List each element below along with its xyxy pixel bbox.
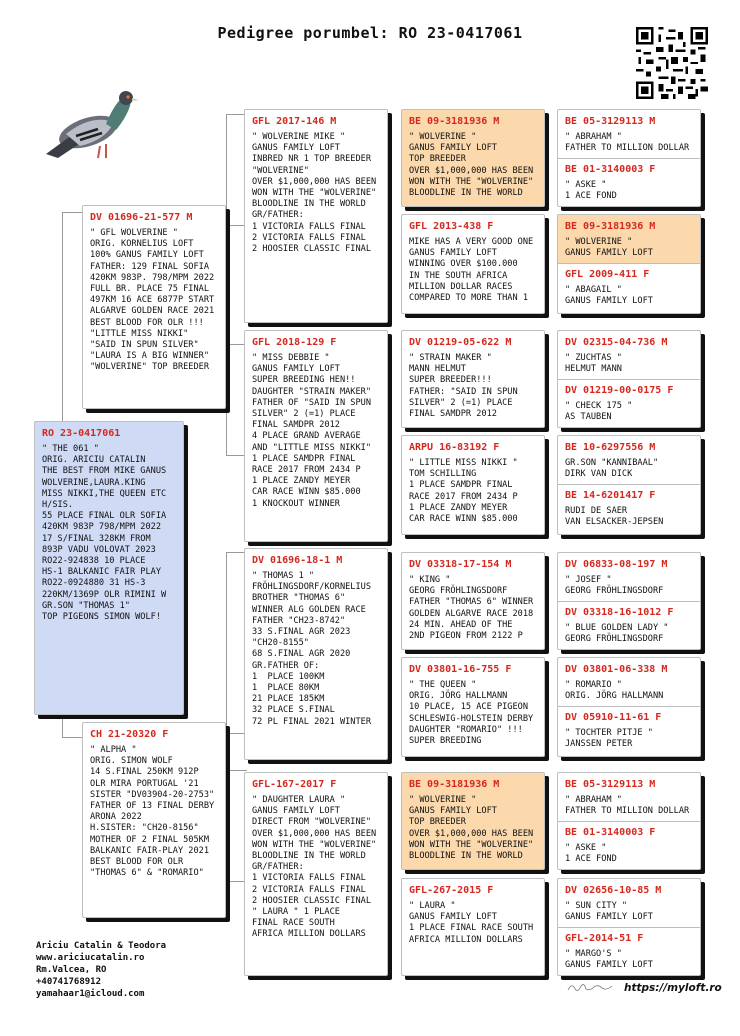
gggp-description: " WOLVERINE " GANUS FAMILY LOFT	[565, 237, 653, 259]
great-grandparent-ring-number: GFL 2013-438 F	[409, 221, 494, 232]
grandparent-ring-number: GFL 2018-129 F	[252, 337, 337, 348]
page-title: Pedigree porumbel: RO 23-0417061	[217, 24, 523, 42]
gggp-description: " JOSEF " GEORG FRÖHLINGSDORF	[565, 575, 664, 597]
great-grandparent-card	[401, 435, 545, 535]
great-grandparent-description: " THE QUEEN " ORIG. JÖRG HALLMANN 10 PLACE, 15 ACE PIGEON SCHLESWIG-HOLSTEIN DERBY DAUGHTER "ROMARIO" !!! SUPER BREEDING	[409, 680, 534, 747]
gggp-ring-number: BE 01-3140003 F	[565, 164, 656, 175]
gggp-description: " ABRAHAM " FATHER TO MILLION DOLLAR	[565, 795, 690, 817]
gggp-ring-number: DV 03801-06-338 M	[565, 664, 668, 675]
sire-ring-number: DV 01696-21-577 M	[90, 212, 193, 223]
gggp-pair-card	[557, 435, 701, 535]
pigeon-illustration	[36, 74, 140, 166]
gggp-description: " ASKE " 1 ACE FOND	[565, 180, 617, 202]
grandparent-card	[244, 109, 388, 323]
gggp-ring-number: BE 10-6297556 M	[565, 442, 656, 453]
gggp-description: " ROMARIO " ORIG. JÖRG HALLMANN	[565, 680, 664, 702]
gggp-pair-card	[557, 878, 701, 976]
great-grandparent-ring-number: DV 01219-05-622 M	[409, 337, 512, 348]
gggp-description: " ABAGAIL " GANUS FAMILY LOFT	[565, 285, 653, 307]
great-grandparent-card	[401, 109, 545, 207]
great-grandparent-description: MIKE HAS A VERY GOOD ONE GANUS FAMILY LOFT WINNING OVER $100.000 IN THE SOUTH AFRICA MILLION DOLLAR RACES COMPARED TO MORE THAN 1	[409, 237, 534, 304]
sire-card	[82, 205, 226, 409]
great-grandparent-card	[401, 330, 545, 428]
gggp-pair-card	[557, 552, 701, 650]
grandparent-card	[244, 772, 388, 976]
gggp-description: RUDI DE SAER VAN ELSACKER-JEPSEN	[565, 506, 664, 528]
gggp-ring-number: BE 01-3140003 F	[565, 827, 656, 838]
great-grandparent-card	[401, 214, 545, 314]
grandparent-description: " WOLVERINE MIKE " GANUS FAMILY LOFT INBRED NR 1 TOP BREEDER "WOLVERINE" OVER $1,000,000 HAS BEEN WON WITH THE "WOLVERINE" BLOODLINE IN THE WORLD GR/FATHER: 1 VICTORIA FALLS FINAL 2 VICTORIA FALLS FINAL 2 HOOSIER CLASSIC FINAL	[252, 132, 377, 255]
great-grandparent-ring-number: DV 03801-16-755 F	[409, 664, 512, 675]
subject-ring-number: RO 23-0417061	[42, 428, 121, 439]
gggp-description: GR.SON "KANNIBAAL" DIRK VAN DICK	[565, 458, 659, 480]
grandparent-ring-number: GFL 2017-146 M	[252, 116, 337, 127]
gggp-ring-number: DV 05910-11-61 F	[565, 712, 662, 723]
great-grandparent-description: " WOLVERINE " GANUS FAMILY LOFT TOP BREEDER OVER $1,000,000 HAS BEEN WON WITH THE "WOLVERINE" BLOODLINE IN THE WORLD	[409, 795, 534, 862]
gggp-ring-number: BE 14-6201417 F	[565, 490, 656, 501]
gggp-ring-number: BE 09-3181936 M	[565, 221, 656, 232]
gggp-pair-card	[557, 772, 701, 870]
grandparent-ring-number: DV 01696-18-1 M	[252, 555, 343, 566]
gggp-pair-card	[557, 657, 701, 757]
grandparent-card	[244, 330, 388, 542]
great-grandparent-ring-number: DV 03318-17-154 M	[409, 559, 512, 570]
great-grandparent-description: " KING " GEORG FRÖHLINGSDORF FATHER "THOMAS 6" WINNER GOLDEN ALGARVE RACE 2018 24 MIN. AHEAD OF THE 2ND PIGEON FROM 2122 P	[409, 575, 534, 642]
gggp-ring-number: BE 05-3129113 M	[565, 116, 656, 127]
breeder-location: Rm.Valcea, RO	[36, 965, 107, 975]
gggp-description: " BLUE GOLDEN LADY " GEORG FRÖHLINGSDORF	[565, 623, 669, 645]
dam-ring-number: CH 21-20320 F	[90, 729, 169, 740]
great-grandparent-ring-number: ARPU 16-83192 F	[409, 442, 500, 453]
gggp-ring-number: DV 02656-10-85 M	[565, 885, 662, 896]
breeder-website-link[interactable]: www.ariciucatalin.ro	[36, 953, 145, 963]
great-grandparent-ring-number: BE 09-3181936 M	[409, 779, 500, 790]
gggp-description: " SUN CITY " GANUS FAMILY LOFT	[565, 901, 653, 923]
great-grandparent-description: " LITTLE MISS NIKKI " TOM SCHILLING 1 PLACE SAMDPR FINAL RACE 2017 FROM 2434 P 1 PLACE ZANDY MEYER CAR RACE WINN $85.000	[409, 458, 518, 525]
breeder-name: Ariciu Catalin & Teodora	[36, 941, 167, 951]
gggp-description: " ASKE " 1 ACE FOND	[565, 843, 617, 865]
great-grandparent-description: " STRAIN MAKER " MANN HELMUT SUPER BREEDER!!! FATHER: "SAID IN SPUN SILVER" 2 (=1) PLACE FINAL SAMDPR 2012	[409, 353, 518, 420]
great-grandparent-card	[401, 552, 545, 650]
gggp-description: " MARGO'S " GANUS FAMILY LOFT	[565, 949, 653, 971]
subject-card	[34, 421, 184, 715]
grandparent-description: " THOMAS 1 " FRÖHLINGSDORF/KORNELIUS BROTHER "THOMAS 6" WINNER ALG GOLDEN RACE FATHER "CH23-8742" 33 S.FINAL AGR 2023 "CH20-8155" 68 S.FINAL AGR 2020 GR.FATHER OF: 1 PLACE 100KM 1 PLACE 80KM 21 PLACE 185KM 32 PLACE S.FINAL 72 PL FINAL 2021 WINTER	[252, 571, 371, 727]
gggp-description: " ZUCHTAS " HELMUT MANN	[565, 353, 622, 375]
dam-card	[82, 722, 226, 918]
qr-code-icon	[636, 27, 708, 99]
breeder-phone: +40741768912	[36, 977, 102, 987]
great-grandparent-card	[401, 772, 545, 870]
great-grandparent-description: " WOLVERINE " GANUS FAMILY LOFT TOP BREEDER OVER $1,000,000 HAS BEEN WON WITH THE "WOLVERINE" BLOODLINE IN THE WORLD	[409, 132, 534, 199]
grandparent-card	[244, 548, 388, 760]
grandparent-description: " DAUGHTER LAURA " GANUS FAMILY LOFT DIRECT FROM "WOLVERINE" OVER $1,000,000 HAS BEEN WON WITH THE "WOLVERINE" BLOODLINE IN THE WORLD GR/FATHER: 1 VICTORIA FALLS FINAL 2 VICTORIA FALLS FINAL 2 HOOSIER CLASSIC FINAL " LAURA " 1 PLACE FINAL RACE SOUTH AFRICA MILLION DOLLARS	[252, 795, 377, 940]
myloft-link[interactable]: https://myloft.ro	[624, 982, 722, 994]
great-grandparent-card	[401, 878, 545, 976]
gggp-ring-number: DV 01219-00-0175 F	[565, 385, 674, 396]
gggp-ring-number: DV 03318-16-1012 F	[565, 607, 674, 618]
gggp-ring-number: DV 06833-08-197 M	[565, 559, 668, 570]
subject-description: " THE 061 " ORIG. ARICIU CATALIN THE BEST FROM MIKE GANUS WOLVERINE,LAURA.KING MISS NIKKI,THE QUEEN ETC H/SIS. 55 PLACE FINAL OLR SOFIA 420KM 983P 798/MPM 2022 17 S/FINAL 328KM FROM 893P VADU VOLOVAT 2023 RO22-924838 10 PLACE HS-1 BALKANIC FAIR PLAY RO22-0924880 31 HS-3 220KM/1369P OLR RIMINI W GR.SON "THOMAS 1" TOP PIGEONS SIMON WOLF!	[42, 444, 167, 623]
gggp-ring-number: DV 02315-04-736 M	[565, 337, 668, 348]
great-grandparent-ring-number: BE 09-3181936 M	[409, 116, 500, 127]
great-grandparent-ring-number: GFL-267-2015 F	[409, 885, 494, 896]
dam-description: " ALPHA " ORIG. SIMON WOLF 14 S.FINAL 250KM 912P OLR MIRA PORTUGAL '21 SISTER "DV03904-20-2753" FATHER OF 13 FINAL DERBY ARONA 2022 H.SISTER: "CH20-8156" MOTHER OF 2 FINAL 505KM BALKANIC FAIR-PLAY 2021 BEST BLOOD FOR OLR "THOMAS 6" & "ROMARIO"	[90, 745, 215, 879]
great-grandparent-card	[401, 657, 545, 757]
grandparent-ring-number: GFL-167-2017 F	[252, 779, 337, 790]
gggp-ring-number: GFL-2014-51 F	[565, 933, 644, 944]
great-grandparent-description: " LAURA " GANUS FAMILY LOFT 1 PLACE FINAL RACE SOUTH AFRICA MILLION DOLLARS	[409, 901, 534, 945]
gggp-pair-card	[557, 109, 701, 207]
gggp-description: " TOCHTER PITJE " JANSSEN PETER	[565, 728, 653, 750]
gggp-pair-card	[557, 330, 701, 428]
gggp-pair-card	[557, 214, 701, 314]
signature-icon	[566, 980, 616, 994]
sire-description: " GFL WOLVERINE " ORIG. KORNELIUS LOFT 100% GANUS FAMILY LOFT FATHER: 129 FINAL SOFIA 420KM 983P. 798/MPM 2022 FULL BR. PLACE 75 FINAL 497KM 16 ACE 6877P START ALGARVE GOLDEN RACE 2021 BEST BLOOD FOR OLR !!! "LITTLE MISS NIKKI" "SAID IN SPUN SILVER" "LAURA IS A BIG WINNER" "WOLVERINE" TOP BREEDER	[90, 228, 215, 373]
grandparent-description: " MISS DEBBIE " GANUS FAMILY LOFT SUPER BREEDING HEN!! DAUGHTER "STRAIN MAKER" FATHER OF "SAID IN SPUN SILVER" 2 (=1) PLACE FINAL SAMDPR 2012 4 PLACE GRAND AVERAGE AND "LITTLE MISS NIKKI" 1 PLACE SAMDPR FINAL RACE 2017 FROM 2434 P 1 PLACE ZANDY MEYER CAR RACE WINN $85.000 1 KNOCKOUT WINNER	[252, 353, 371, 509]
gggp-description: " ABRAHAM " FATHER TO MILLION DOLLAR	[565, 132, 690, 154]
gggp-description: " CHECK 175 " AS TAUBEN	[565, 401, 633, 423]
breeder-email-link[interactable]: yamahaar1@icloud.com	[36, 989, 145, 999]
breeder-contact	[36, 940, 166, 1000]
gggp-ring-number: BE 05-3129113 M	[565, 779, 656, 790]
gggp-ring-number: GFL 2009-411 F	[565, 269, 650, 280]
